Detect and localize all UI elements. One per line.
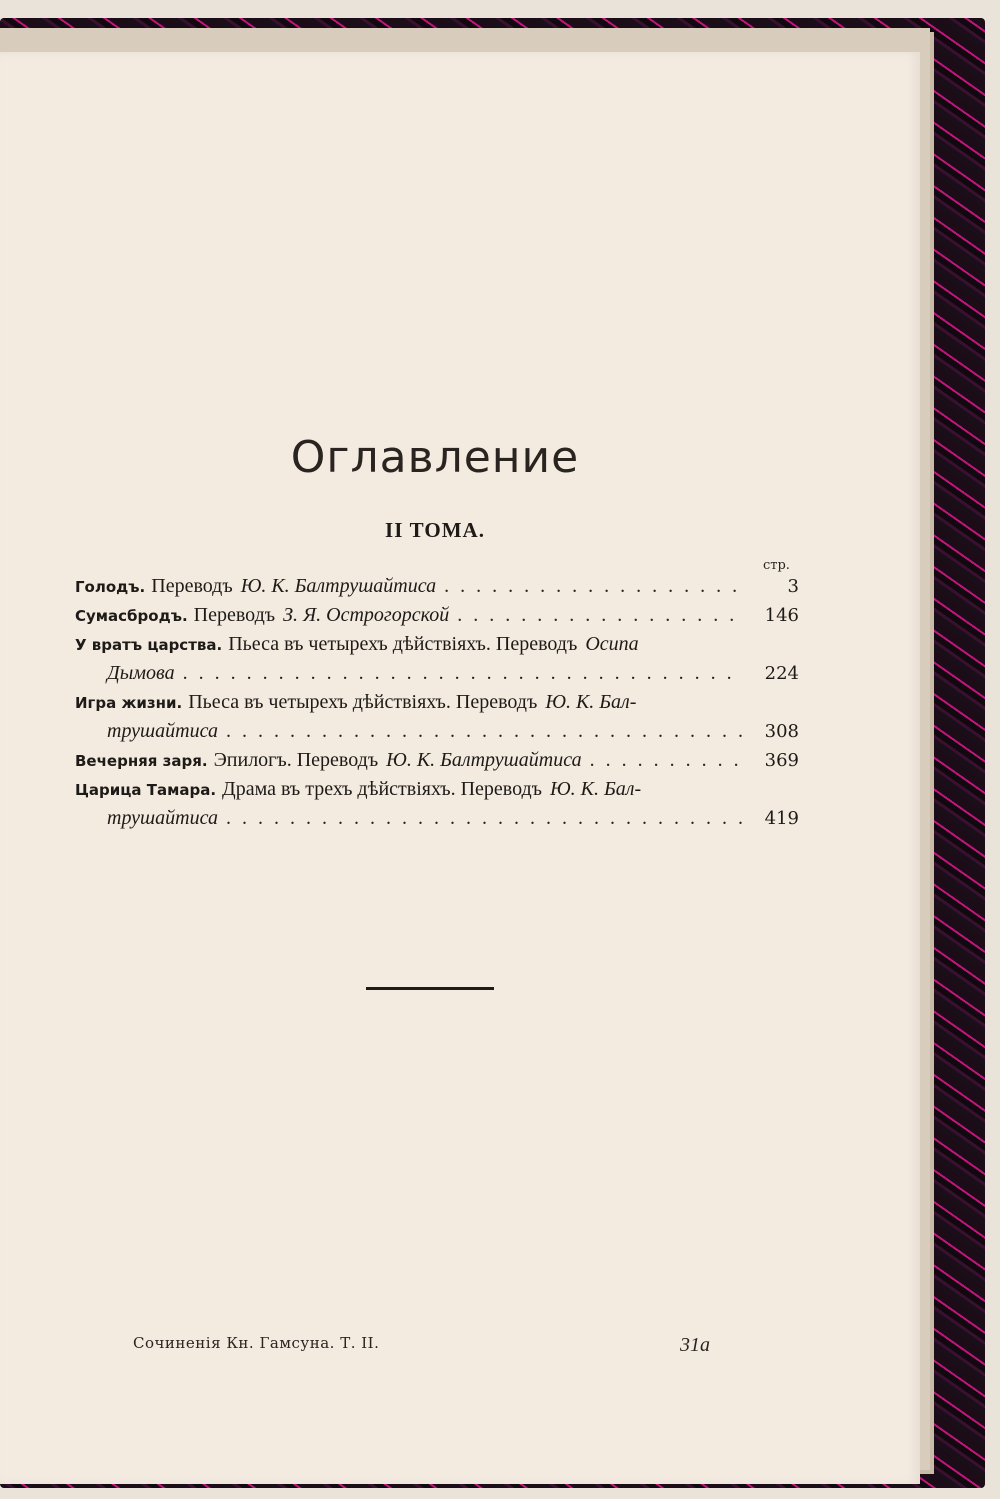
- entry-title: Вечерняя заря.: [75, 752, 208, 770]
- leader-dots: [183, 662, 743, 685]
- entry-author: Ю. К. Балтрушайтиса: [386, 749, 582, 771]
- entry-author: Ю. К. Бал-: [550, 778, 642, 800]
- entry-author-continued: трушайтиса: [107, 720, 218, 742]
- toc-entry: [75, 691, 799, 749]
- entry-text: Переводъ: [151, 575, 233, 597]
- leader-dots: [444, 575, 743, 598]
- signature-text: 31а: [680, 1334, 710, 1356]
- entry-title: Голодъ.: [75, 578, 146, 596]
- table-of-contents: [75, 575, 799, 836]
- toc-entry: [75, 778, 799, 836]
- entry-author: З. Я. Острогорской: [283, 604, 450, 626]
- page-footer: Сочиненія Кн. Гамсуна. Т. II.: [133, 1334, 380, 1352]
- entry-title: У вратъ царства.: [75, 636, 223, 654]
- toc-entry: [75, 604, 799, 633]
- entry-page-number: 3: [787, 576, 799, 597]
- entry-text: Эпилогъ. Переводъ: [213, 749, 379, 771]
- entry-author: Осипа: [585, 633, 639, 655]
- entry-page-number: 369: [764, 750, 799, 771]
- toc-entry: [75, 575, 799, 604]
- page-title: Оглавлениe: [290, 432, 580, 483]
- leader-dots: [457, 604, 743, 627]
- entry-page-number: 308: [764, 721, 799, 742]
- leader-dots: [590, 749, 743, 772]
- entry-page-number: 146: [764, 605, 799, 626]
- entry-text: Пьеса въ четырехъ дѣйствіяхъ. Переводъ: [188, 691, 538, 713]
- entry-title: Игра жизни.: [75, 694, 183, 712]
- entry-page-number: 224: [764, 663, 799, 684]
- toc-entry: [75, 749, 799, 778]
- page-column-label: стр.: [763, 558, 790, 573]
- leader-dots: [226, 720, 743, 743]
- entry-text: Переводъ: [193, 604, 276, 626]
- toc-entry: [75, 633, 799, 691]
- entry-text: Пьеса въ четырехъ дѣйствіяхъ. Переводъ: [228, 633, 578, 655]
- entry-title: Сумасбродъ.: [75, 607, 188, 625]
- entry-author-continued: трушайтиса: [107, 807, 218, 829]
- entry-author: Ю. К. Бал-: [545, 691, 637, 713]
- entry-author-continued: Дымова: [107, 662, 175, 684]
- signature-mark: [680, 1334, 710, 1357]
- divider-rule: [366, 987, 494, 990]
- entry-text: Драма въ трехъ дѣйствіяхъ. Переводъ: [222, 778, 543, 800]
- leader-dots: [226, 807, 743, 830]
- entry-title: Царица Тамара.: [75, 781, 217, 799]
- volume-subtitle: II ТОМА.: [385, 518, 485, 542]
- entry-author: Ю. К. Балтрушайтиса: [240, 575, 437, 597]
- entry-page-number: 419: [764, 808, 799, 829]
